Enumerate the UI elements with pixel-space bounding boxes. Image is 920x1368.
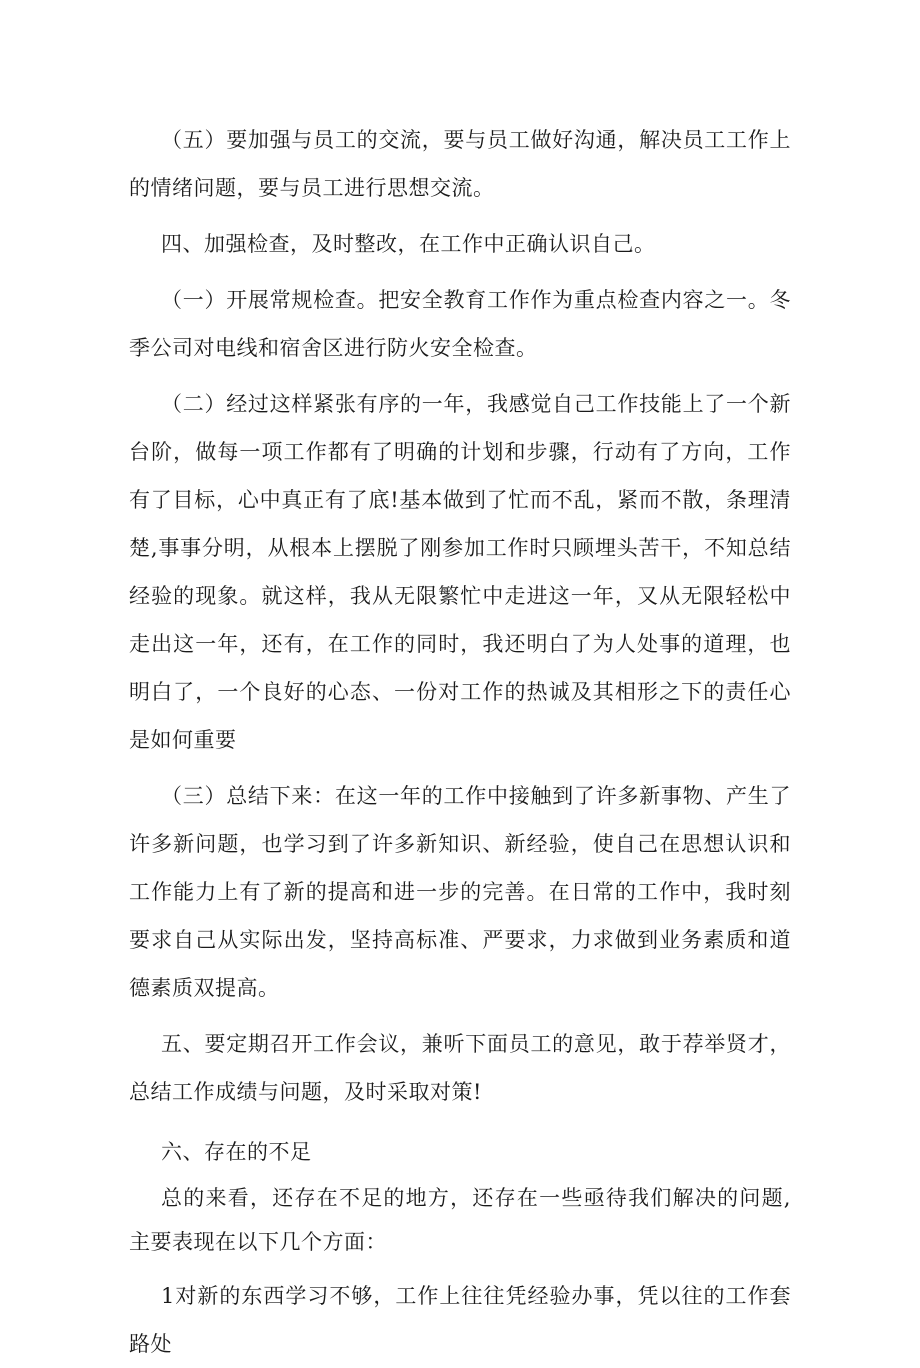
section-five-heading: 五、要定期召开工作会议，兼听下面员工的意见，敢于荐举贤才，总结工作成绩与问题，及时采取对策! — [129, 1032, 791, 1104]
paragraph-three-summary: （三）总结下来：在这一年的工作中接触到了许多新事物、产生了许多新问题，也学习到了许多新知识、新经验，使自己在思想认识和工作能力上有了新的提高和进一步的完善。在日常的工作中，我时刻要求自己从实际出发，坚持高标准、严要求，力求做到业务素质和道德素质双提高。 — [129, 784, 791, 1000]
section-six-heading: 六、存在的不足 — [161, 1140, 312, 1164]
paragraph-one-routine-check: （一）开展常规检查。把安全教育工作作为重点检查内容之一。冬季公司对电线和宿舍区进行防火安全检查。 — [129, 288, 791, 360]
paragraph-two-skills: （二）经过这样紧张有序的一年，我感觉自己工作技能上了一个新台阶，做每一项工作都有了明确的计划和步骤，行动有了方向，工作有了目标，心中真正有了底!基本做到了忙而不乱，紧而不散，条理清楚,事事分明，从根本上摆脱了刚参加工作时只顾埋头苦干，不知总结经验的现象。就这样，我从无限繁忙中走进这一年，又从无限轻松中走出这一年，还有，在工作的同时，我还明白了为人处事的道理，也明白了，一个良好的心态、一份对工作的热诚及其相形之下的责任心是如何重要 — [129, 392, 791, 752]
section-four-heading: 四、加强检查，及时整改，在工作中正确认识自己。 — [161, 232, 656, 256]
paragraph-shortcoming-one: 1对新的东西学习不够，工作上往往凭经验办事，凭以往的工作套路处 — [129, 1284, 791, 1356]
paragraph-five-communication: （五）要加强与员工的交流，要与员工做好沟通，解决员工工作上的情绪问题，要与员工进行思想交流。 — [129, 128, 791, 200]
paragraph-shortcomings-intro: 总的来看，还存在不足的地方，还存在一些亟待我们解决的问题,主要表现在以下几个方面： — [129, 1186, 791, 1254]
document-body — [129, 116, 791, 1368]
